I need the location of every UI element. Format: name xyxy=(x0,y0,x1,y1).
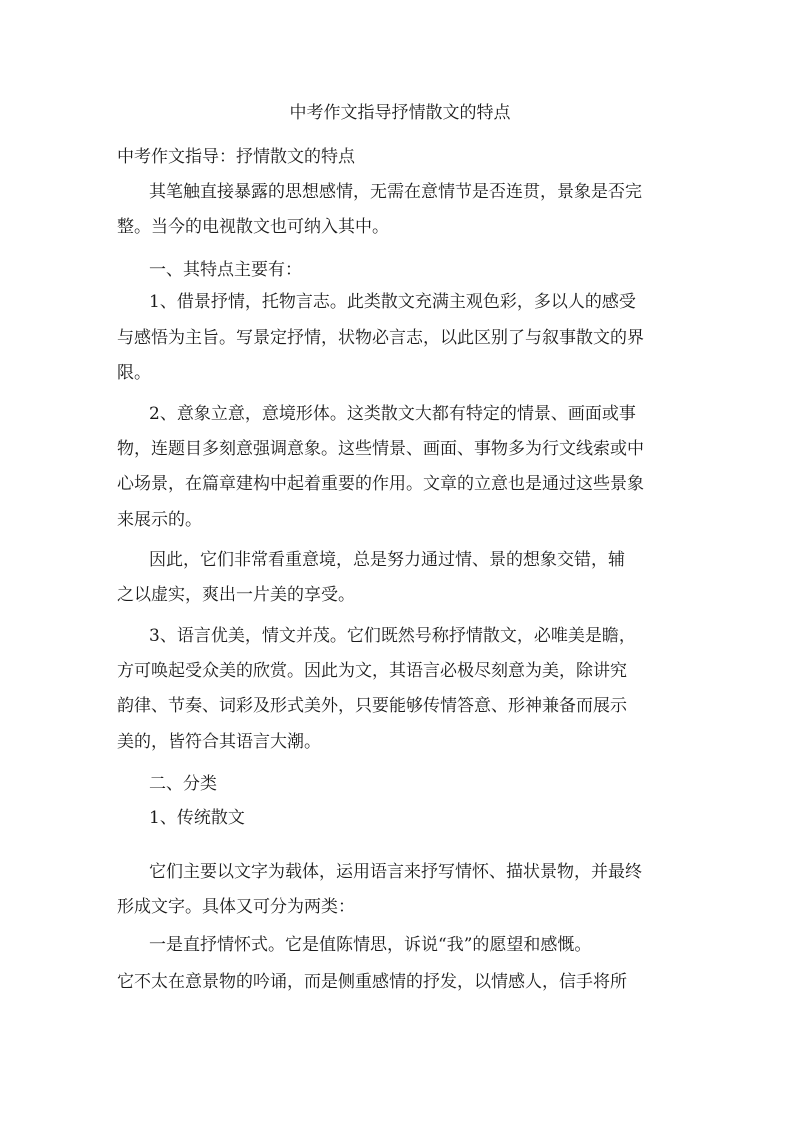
subsection-heading: 1、传统散文 xyxy=(149,808,245,828)
paragraph-line: 因此，它们非常看重意境，总是努力通过情、景的想象交错，辅 xyxy=(149,550,625,570)
paragraph-line: 限。 xyxy=(117,363,151,383)
paragraph-line: 3、语言优美，情文并茂。它们既然号称抒情散文，必唯美是瞻， xyxy=(149,626,636,646)
paragraph-line: 之以虚实，爽出一片美的享受。 xyxy=(117,585,355,605)
document-title: 中考作文指导抒情散文的特点 xyxy=(289,103,511,123)
paragraph-line: 心场景，在篇章建构中起着重要的作用。文章的立意也是通过这些景象 xyxy=(117,474,644,494)
paragraph-line: 2、意象立意，意境形体。这类散文大都有特定的情景、画面或事 xyxy=(149,404,636,424)
paragraph-line: 一是直抒情怀式。它是值陈情思，诉说“我”的愿望和感慨。 xyxy=(149,935,592,955)
subtitle-line: 中考作文指导：抒情散文的特点 xyxy=(117,147,355,167)
paragraph-line: 整。当今的电视散文也可纳入其中。 xyxy=(117,217,389,237)
paragraph-line: 方可唤起受众美的欣赏。因此为文，其语言必极尽刻意为美，除讲究 xyxy=(117,661,627,681)
paragraph-line: 1、借景抒情，托物言志。此类散文充满主观色彩，多以人的感受 xyxy=(149,292,636,312)
paragraph-line: 形成文字。具体又可分为两类： xyxy=(117,897,355,917)
section-heading: 二、分类 xyxy=(149,774,217,794)
paragraph-line: 韵律、节奏、词彩及形式美外，只要能够传情答意、形神兼备而展示 xyxy=(117,696,627,716)
paragraph-line: 与感悟为主旨。写景定抒情，状物必言志，以此区别了与叙事散文的界 xyxy=(117,328,644,348)
paragraph-line: 它不太在意景物的吟诵，而是侧重感情的抒发，以情感人，信手将所 xyxy=(117,972,627,992)
paragraph-line: 美的，皆符合其语言大潮。 xyxy=(117,732,321,752)
paragraph-line: 它们主要以文字为载体，运用语言来抒写情怀、描状景物，并最终 xyxy=(149,862,642,882)
paragraph-line: 其笔触直接暴露的思想感情，无需在意情节是否连贯，景象是否完 xyxy=(149,182,642,202)
paragraph-line: 物，连题目多刻意强调意象。这些情景、画面、事物多为行文线索或中 xyxy=(117,439,644,459)
section-heading: 一、其特点主要有： xyxy=(149,260,302,280)
paragraph-line: 来展示的。 xyxy=(117,510,202,530)
